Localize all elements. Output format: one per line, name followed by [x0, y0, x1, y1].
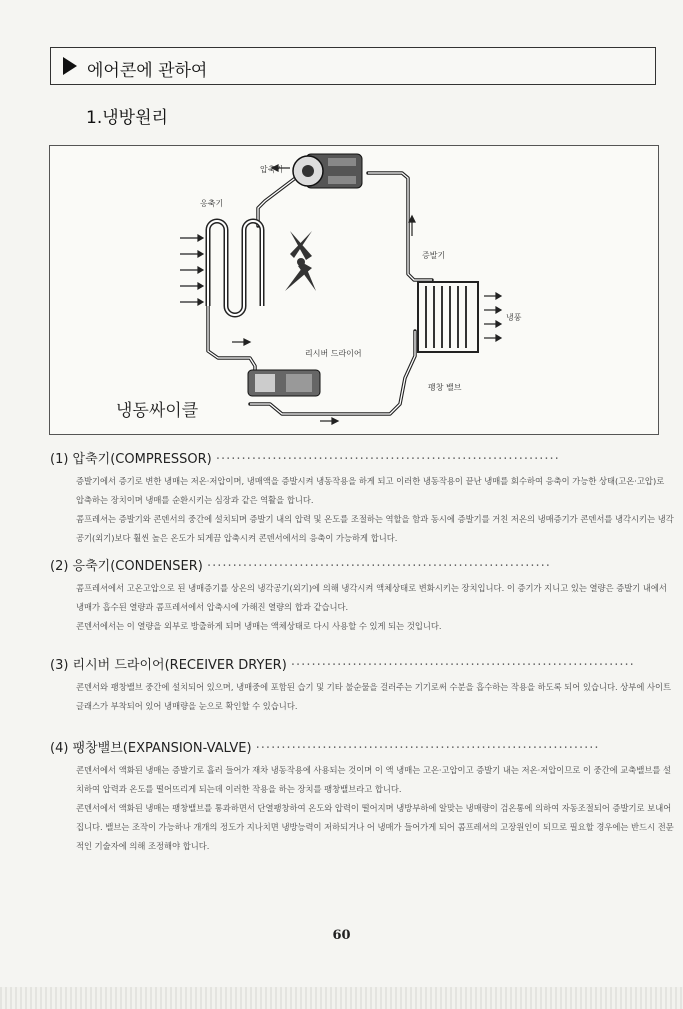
pipe-compressor-condenser [258, 173, 302, 226]
item-paragraph: 콘덴서에서 액화된 냉매는 증발기로 흘러 들어가 재차 냉동작용에 사용되는 것이며 이 액 냉매는 고온·고압이고 증발기 내는 저온·저압이므로 이 중간에 교축밸브를 설치하여 압력과 온도를 떨어뜨리게 되는데 이러한 작용을 하는 장치를 팽창밸브라고 합니다. [76, 765, 672, 794]
pipe-compressor-evaporator [368, 173, 432, 280]
item-paragraph: 콤프레셔는 증발기와 콘덴서의 중간에 설치되며 증발기 내의 압력 및 온도를 조절하는 역할을 함과 동시에 증발기를 거친 저온의 냉매증기가 콘덴서를 냉각시키는 냉각공기(외기)보다 훨씬 높은 온도가 되게끔 압축시켜 콘덴서에서의 응축이 가능하게 합니다. [76, 514, 674, 543]
item-paragraph: 콘덴서에서 액화된 냉매는 팽창밸브를 통과하면서 단열팽창하여 온도와 압력이 떨어지며 냉방부하에 알맞는 냉매량이 검온통에 의하여 자동조절되어 증발기로 보내어 집니다. 밸브는 조작이 가능하나 개개의 정도가 지나치면 냉방능력이 저하되거나 어 냉매가 들어가게 되어 콤프레셔의 고장원인이 되므로 필요할 경우에는 반드시 전문적인 기술자에 의해 조정해야 합니다. [76, 803, 674, 851]
triangle-bullet-icon [63, 57, 77, 75]
item-paragraph: 콘덴서와 팽창밸브 중간에 설치되어 있으며, 냉매중에 포함된 습기 및 기타 불순물을 걸러주는 기기로써 수분을 흡수하는 작용을 하도록 되어 있습니다. 상부에 사이트 글래스가 부착되어 있어 냉매량을 눈으로 확인할 수 있습니다. [76, 682, 672, 711]
compressor-icon [293, 154, 362, 188]
airflow-arrows-icon [180, 235, 203, 305]
scan-edge [0, 987, 683, 1009]
label-compressor: 압축기 [260, 165, 284, 174]
cycle-diagram-svg [50, 146, 660, 436]
item-heading: (4) 팽창밸브(EXPANSION-VALVE) [50, 741, 252, 756]
item-heading: (1) 압축기(COMPRESSOR) [50, 452, 212, 467]
diagram-title: 냉동싸이클 [116, 401, 199, 421]
evaporator-icon [418, 282, 478, 352]
section-header [50, 47, 656, 85]
receiver-dryer-icon [248, 370, 320, 396]
section-condenser: (2) 응축기(CONDENSER) ··································································· 콤프레셔에서 고온고압으로 된 냉매증기를 상온의 냉각공기(외기)에 의해 냉각시켜 액체상태로 변화시키는 장치입니다. 이 증기가 지니고 있는 열량은 증발기 내에서 냉매가 흡수된 열량과 콤프레셔에서 압축시에 가해진 열량의 합과 같습니다. 콘덴서에서는 이 열량을 외부로 방출하게 되며 냉매는 액체상태로 다시 사용할 수 있게 되는 것입니다. [50, 555, 670, 636]
label-evaporator: 증발기 [422, 251, 446, 260]
section-receiver-dryer: (3) 리시버 드라이어(RECEIVER DRYER) ··································································· 콘덴서와 팽창밸브 중간에 설치되어 있으며, 냉매중에 포함된 습기 및 기타 불순물을 걸러주는 기기로써 수분을 흡수하는 작용을 하도록 되어 있습니다. 상부에 사이트 글래스가 부착되어 있어 냉매량을 눈으로 확인할 수 있습니다. [50, 654, 670, 716]
item-heading: (2) 응축기(CONDENSER) [50, 559, 203, 574]
section-expansion-valve: (4) 팽창밸브(EXPANSION-VALVE) ··································································· 콘덴서에서 액화된 냉매는 증발기로 흘러 들어가 재차 냉동작용에 사용되는 것이며 이 액 냉매는 고온·고압이고 증발기 내는 저온·저압이므로 이 중간에 교축밸브를 설치하여 압력과 온도를 떨어뜨리게 되는데 이러한 작용을 하는 장치를 팽창밸브라고 합니다. 콘덴서에서 액화된 냉매는 팽창밸브를 통과하면서 단열팽창하여 온도와 압력이 떨어지며 냉방부하에 알맞는 냉매량이 검온통에 의하여 자동조절되어 증발기로 보내어 집니다. 밸브는 조작이 가능하나 개개의 정도가 지나치면 냉방능력이 저하되거나 어 냉매가 들어가게 되어 콤프레셔의 고장원인이 되므로 필요할 경우에는 반드시 전문적인 기술자에 의해 조정해야 합니다. [50, 737, 670, 856]
condenser-icon [208, 221, 262, 315]
label-expansion-valve: 팽창 밸브 [428, 383, 462, 392]
item-paragraph: 콘덴서에서는 이 열량을 외부로 방출하게 되며 냉매는 액체상태로 다시 사용할 수 있게 되는 것입니다. [76, 621, 442, 631]
fan-icon [285, 231, 316, 291]
section-title: 1.냉방원리 [86, 108, 168, 128]
refrigeration-cycle-diagram [49, 145, 659, 435]
label-condenser: 응축기 [200, 199, 224, 208]
label-cooling: 냉풍 [506, 313, 522, 322]
item-paragraph: 증발기에서 증기로 변한 냉매는 저온·저압이며, 냉매액을 증발시켜 냉동작용을 하게 되고 이러한 냉동작용이 끝난 냉매를 회수하여 응축이 가능한 상태(고온·고압)로 압축하는 장치이며 냉매를 순환시키는 심장과 같은 역활을 합니다. [76, 476, 665, 505]
item-paragraph: 콤프레셔에서 고온고압으로 된 냉매증기를 상온의 냉각공기(외기)에 의해 냉각시켜 액체상태로 변화시키는 장치입니다. 이 증기가 지니고 있는 열량은 증발기 내에서 냉매가 흡수된 열량과 콤프레셔에서 압축시에 가해진 열량의 합과 같습니다. [76, 583, 667, 612]
page-number: 60 [332, 928, 351, 943]
section-compressor: (1) 압축기(COMPRESSOR) ··································································· 증발기에서 증기로 변한 냉매는 저온·저압이며, 냉매액을 증발시켜 냉동작용을 하게 되고 이러한 냉동작용이 끝난 냉매를 회수하여 응축이 가능한 상태(고온·고압)로 압축하는 장치이며 냉매를 순환시키는 심장과 같은 역활을 합니다. 콤프레셔는 증발기와 콘덴서의 중간에 설치되며 증발기 내의 압력 및 온도를 조절하는 역할을 함과 동시에 증발기를 거친 저온의 냉매증기가 콘덴서를 냉각시키는 냉각공기(외기)보다 훨씬 높은 온도가 되게끔 압축시켜 콘덴서에서의 응축이 가능하게 합니다. [50, 448, 670, 548]
header-title: 에어콘에 관하여 [87, 61, 208, 81]
cold-air-arrows-icon [484, 293, 501, 341]
label-receiver-dryer: 리시버 드라이어 [305, 349, 362, 358]
item-heading: (3) 리시버 드라이어(RECEIVER DRYER) [50, 658, 287, 673]
